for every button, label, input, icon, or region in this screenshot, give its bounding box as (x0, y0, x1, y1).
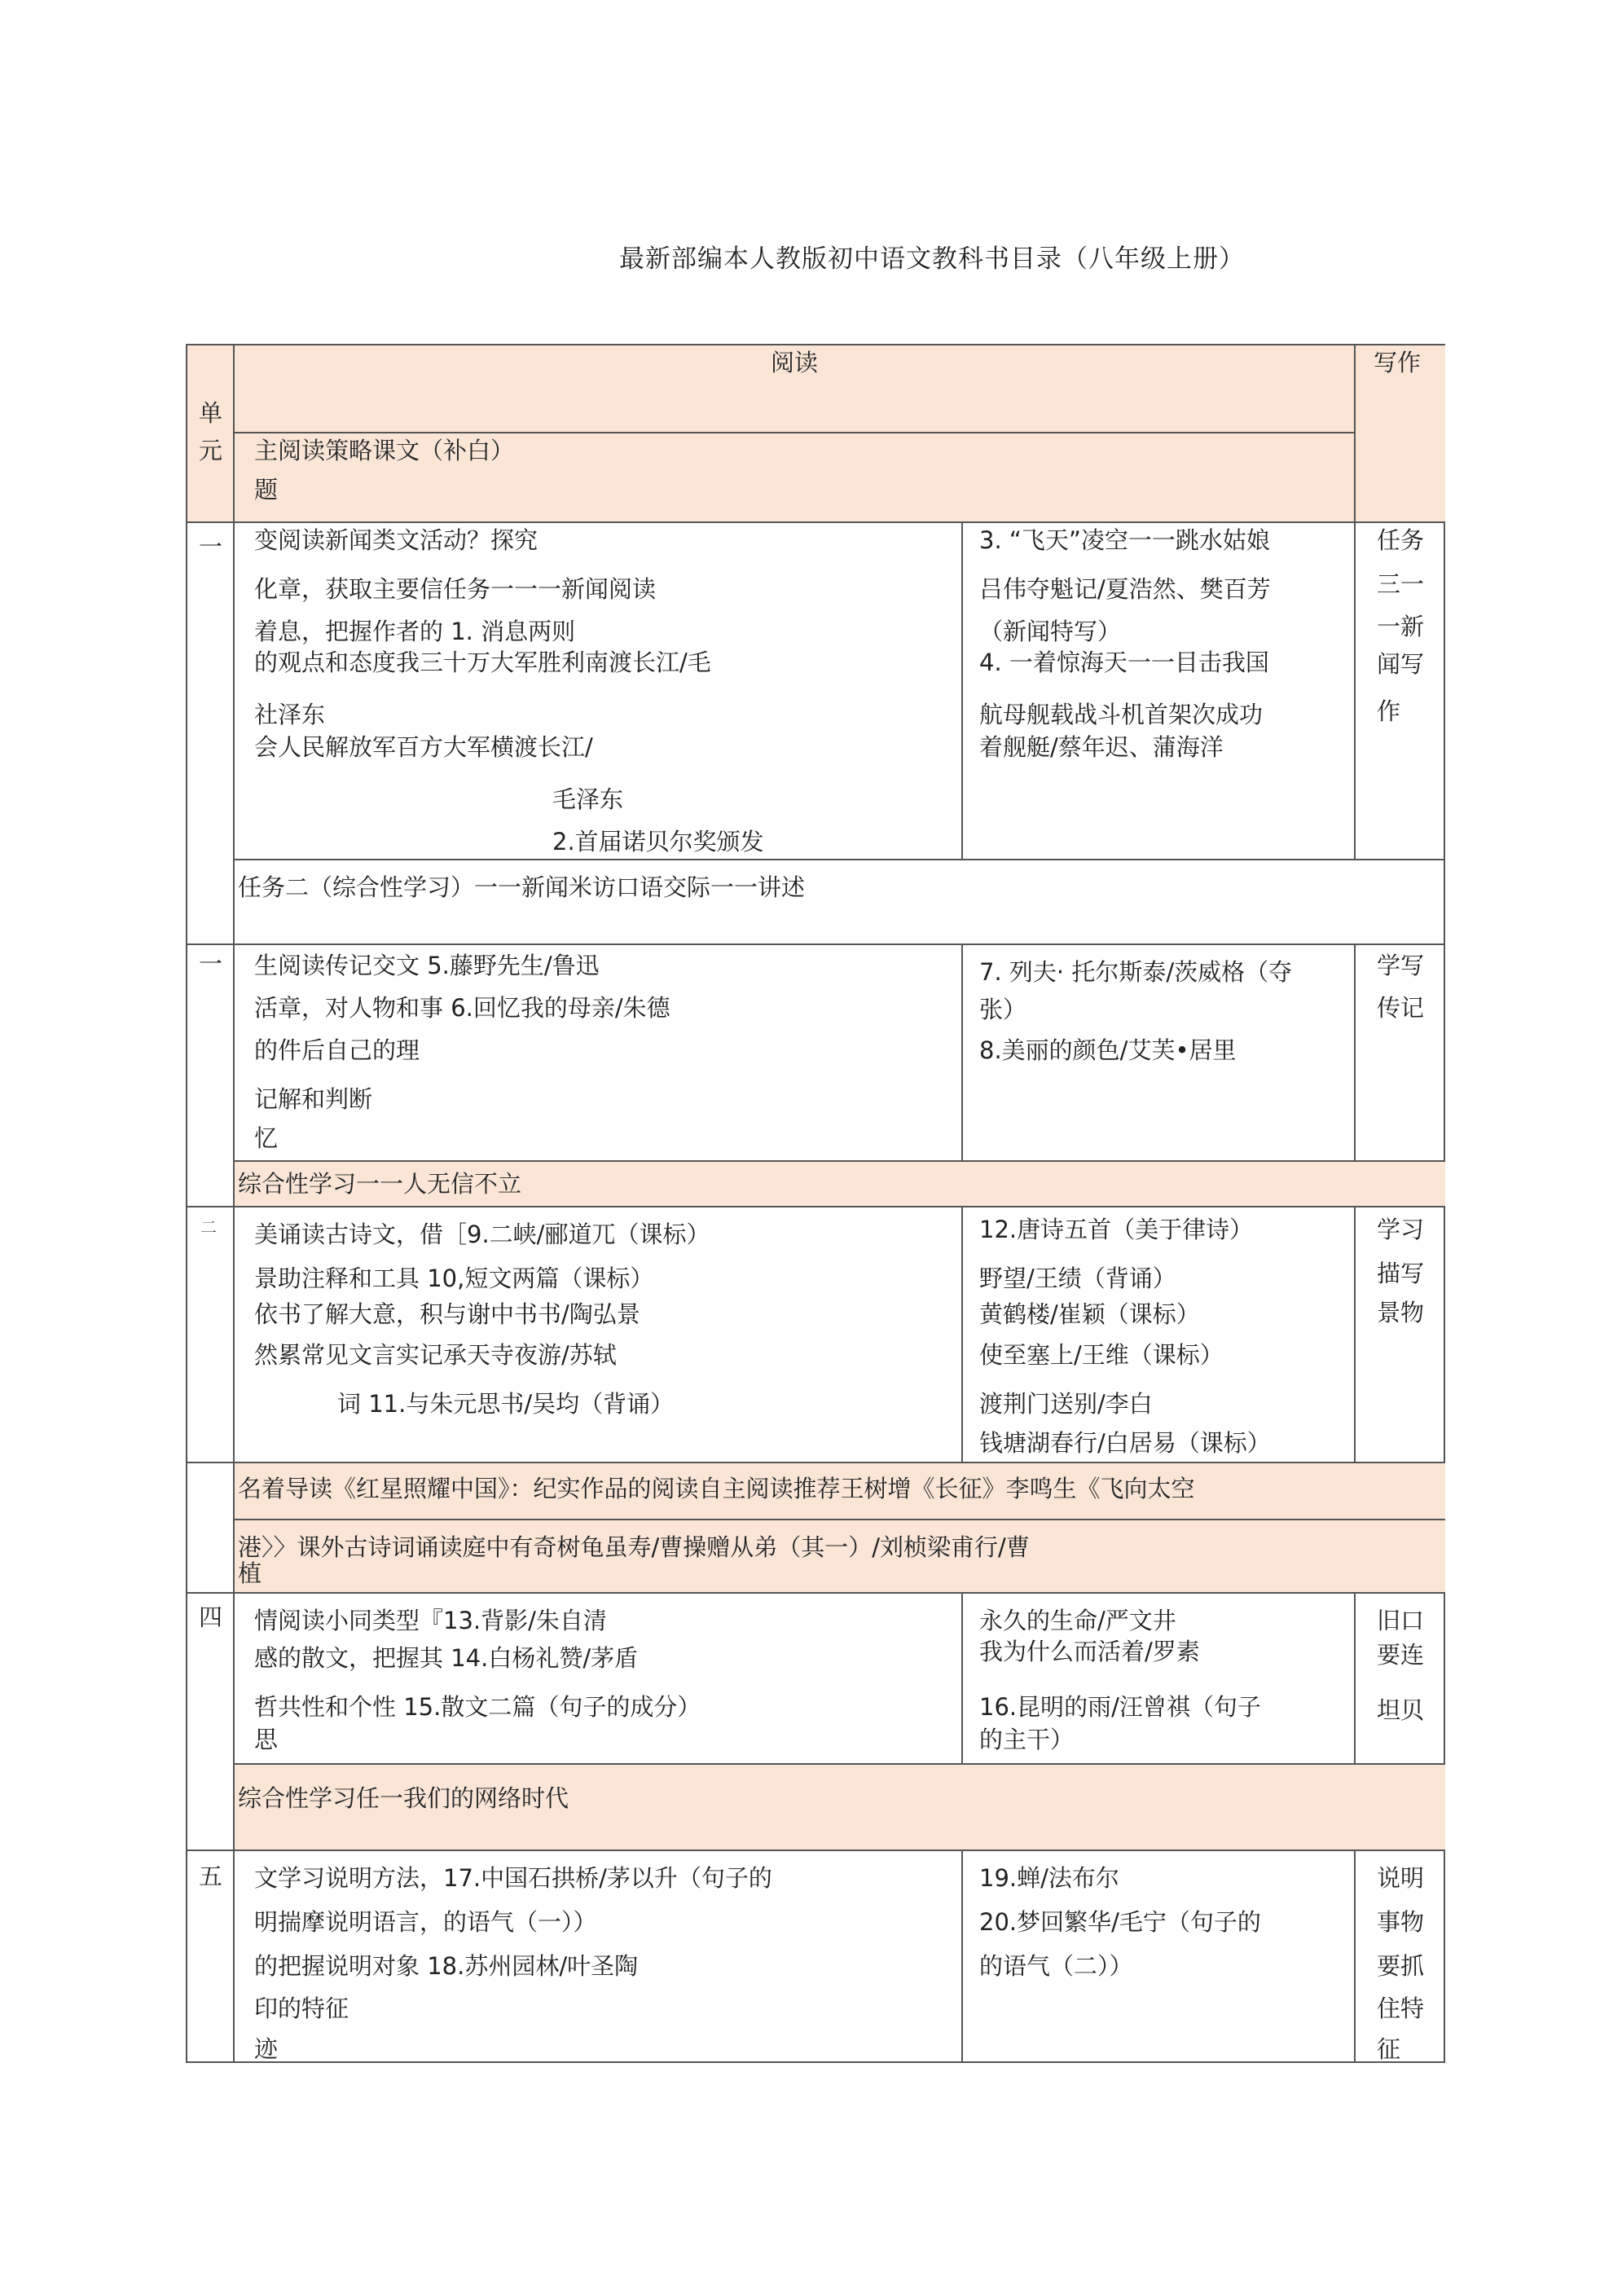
unit4-write-line: 旧口 (1377, 1607, 1425, 1634)
unit2-extra: 综合性学习一一人无信不立 (238, 1170, 522, 1198)
unit5-mid-line: 20.梦回繁华/毛宁（句子的 (979, 1908, 1261, 1936)
unit1-left-line: 着息，把握作者的 1. 消息两则 (254, 618, 576, 645)
unit1-write-line: 三一 (1377, 570, 1425, 598)
unit4-left-line: 哲共性和个性 15.散文二篇（句子的成分） (254, 1693, 701, 1721)
unit5-mid-line: 19.蝉/法布尔 (979, 1864, 1119, 1892)
unit2-left-line: 活章，对人物和事 6.回忆我的母亲/朱德 (254, 994, 670, 1022)
unit-number: 二 (200, 1217, 217, 1237)
unit3-mid-line: 使至塞上/王维（课标） (979, 1341, 1224, 1369)
rule (235, 432, 1354, 433)
unit5-left-line: 的把握说明对象 18.苏州园林/叶圣陶 (254, 1952, 639, 1980)
unit1-mid-line: （新闻特写） (979, 618, 1122, 645)
unit3-left-line: 依书了解大意，积与谢中书书/陶弘景 (254, 1300, 640, 1328)
unit5-write-line: 要抓 (1377, 1952, 1425, 1980)
unit3-mid-line: 12.唐诗五首（美于律诗） (979, 1216, 1254, 1243)
unit2-mid-line: 8.美丽的颜色/艾芙•居里 (979, 1036, 1237, 1064)
unit-number: 一 (199, 533, 223, 561)
unit4-extra: 综合性学习任一我们的网络时代 (238, 1784, 569, 1812)
unit1-left-line: 会人民解放军百方大军横渡长江/ (254, 733, 593, 761)
rule (235, 1519, 1445, 1520)
unit4-mid-line: 的主干） (979, 1726, 1075, 1753)
unit1-mid-line: 航母舰载战斗机首架次成功 (979, 701, 1264, 728)
unit3-write-line: 描写 (1377, 1260, 1425, 1287)
unit3-left-line: 词 11.与朱元思书/吴均（背诵） (337, 1390, 675, 1418)
unit1-left-line: 2.首届诺贝尔奖颁发 (552, 828, 764, 856)
unit2-left-line: 生阅读传记交文 5.藤野先生/鲁迅 (254, 952, 600, 979)
unit4-left-line: 感的散文，把握其 14.白杨礼赞/茅盾 (254, 1644, 639, 1672)
rule (187, 943, 1445, 945)
unit1-left-line: 的观点和态度我三十万大军胜利南渡长江/毛 (254, 649, 711, 676)
unit1-left-line: 社泽东 (254, 701, 326, 728)
page-title: 最新部编本人教版初中语文教科书目录（八年级上册） (619, 244, 1245, 274)
rule (187, 1462, 1445, 1463)
rule (187, 1850, 1445, 1851)
unit5-mid-line: 的语气（二）） (979, 1952, 1133, 1980)
unit5-left-line: 文学习说明方法，17.中国石拱桥/茅以升（句子的 (254, 1864, 772, 1892)
unit1-mid-line: 4. 一着惊海天一一目击我国 (979, 649, 1269, 676)
unit3-left-line: 景助注释和工具 10,短文两篇（课标） (254, 1265, 654, 1292)
unit5-left-line: 印的特征 (254, 1995, 349, 2022)
unit1-left-line: 毛泽东 (552, 785, 624, 813)
unit3-mid-line: 钱塘湖春行/白居易（课标） (979, 1429, 1271, 1457)
rule (961, 1592, 963, 1763)
unit3-mid-line: 黄鹤楼/崔颖（课标） (979, 1300, 1200, 1328)
unit1-left-line: 变阅读新闻类文活动？探究 (254, 526, 538, 554)
header-writing: 写作 (1374, 349, 1422, 376)
unit-number: 五 (199, 1863, 223, 1890)
rule (187, 1592, 1445, 1594)
rule (1354, 1206, 1356, 1462)
rule (235, 859, 1445, 860)
rule (235, 1763, 1445, 1765)
rule (1354, 521, 1356, 859)
unit5-left-line: 明揣摩说明语言，的语气（一）） (254, 1908, 597, 1936)
unit4-write-line: 坦贝 (1377, 1696, 1425, 1724)
header-unit-bottom: 元 (199, 437, 223, 464)
rule (1354, 943, 1356, 1160)
unit3-left-line: 然累常见文言实记承天寺夜游/苏轼 (254, 1341, 617, 1369)
header-unit-top: 单 (199, 399, 223, 427)
unit5-write-line: 征 (1377, 2035, 1401, 2063)
unit5-write-line: 住特 (1377, 1995, 1425, 2022)
unit2-write-line: 传记 (1377, 994, 1425, 1022)
rule (961, 943, 963, 1160)
unit3-mid-line: 渡荆门送别/李白 (979, 1390, 1153, 1418)
unit4-mid-line: 永久的生命/严文井 (979, 1607, 1176, 1634)
unit1-mid-line: 吕伟夺魁记/夏浩然、樊百芳 (979, 575, 1271, 603)
unit5-write-line: 事物 (1377, 1908, 1425, 1936)
unit3-write-line: 景物 (1377, 1299, 1425, 1326)
unit2-mid-line: 7. 列夫· 托尔斯泰/茨威格（夺 (979, 958, 1293, 986)
unit-number: 四 (199, 1603, 223, 1631)
unit2-write-line: 学写 (1377, 952, 1425, 979)
unit2-left-line: 的件后自己的理 (254, 1036, 420, 1064)
contents-table (186, 344, 1445, 2063)
rule (961, 1206, 963, 1462)
header-subheading: 主阅读策略课文（补白） (254, 437, 515, 464)
unit1-write-line: 作 (1377, 697, 1401, 725)
unit4-left-line: 思 (254, 1726, 279, 1753)
unit1-write-line: 任务 (1377, 526, 1425, 554)
unit2-mid-line: 张） (979, 996, 1027, 1023)
unit3-extra-line: 植 (238, 1559, 262, 1587)
unit4-mid-line: 我为什么而活着/罗素 (979, 1638, 1200, 1665)
unit1-write-line: 闻写 (1377, 650, 1425, 678)
unit1-extra: 任务二（综合性学习）一一新闻米访口语交际一一讲述 (238, 873, 806, 901)
unit1-left-line: 化章，获取主要信任务一一一新闻阅读 (254, 575, 657, 603)
unit5-write-line: 说明 (1377, 1864, 1425, 1892)
unit4-write-line: 要连 (1377, 1641, 1425, 1669)
rule (187, 1206, 1445, 1207)
header-reading: 阅读 (771, 349, 819, 376)
unit1-mid-line: 着舰艇/蔡年迟、蒲海洋 (979, 733, 1224, 761)
unit3-mid-line: 野望/王绩（背诵） (979, 1265, 1176, 1292)
unit-number: 一 (199, 950, 223, 978)
rule (1354, 345, 1356, 521)
header-subheading-2: 题 (254, 476, 279, 504)
unit4-mid-line: 16.昆明的雨/汪曾祺（句子 (979, 1693, 1261, 1721)
rule (233, 345, 235, 2063)
unit1-mid-line: 3. “飞天”凌空一一跳水姑娘 (979, 526, 1270, 554)
unit2-left-line: 忆 (254, 1124, 279, 1152)
unit4-left-line: 情阅读小同类型『13.背影/朱自清 (254, 1607, 607, 1634)
unit2-left-line: 记解和判断 (254, 1085, 373, 1113)
rule (961, 1850, 963, 2063)
unit3-left-line: 美诵读古诗文，借［9.二峡/郦道兀（课标） (254, 1221, 710, 1248)
unit3-extra-line: 港〉〉课外古诗词诵读庭中有奇树龟虽寿/曹操赠从弟（其一）/刘桢梁甫行/曹 (238, 1533, 1030, 1561)
rule (235, 1160, 1445, 1162)
unit3-write-line: 学习 (1377, 1216, 1425, 1243)
rule (1354, 1592, 1356, 1763)
rule (187, 521, 1445, 523)
unit1-write-line: 一新 (1377, 613, 1425, 640)
rule (1354, 1850, 1356, 2063)
rule (961, 521, 963, 859)
unit3-extra-line: 名着导读《红星照耀中国》：纪实作品的阅读自主阅读推荐王树增《长征》李鸣生《飞向太空 (238, 1475, 1195, 1502)
unit5-left-line: 迹 (254, 2035, 279, 2063)
